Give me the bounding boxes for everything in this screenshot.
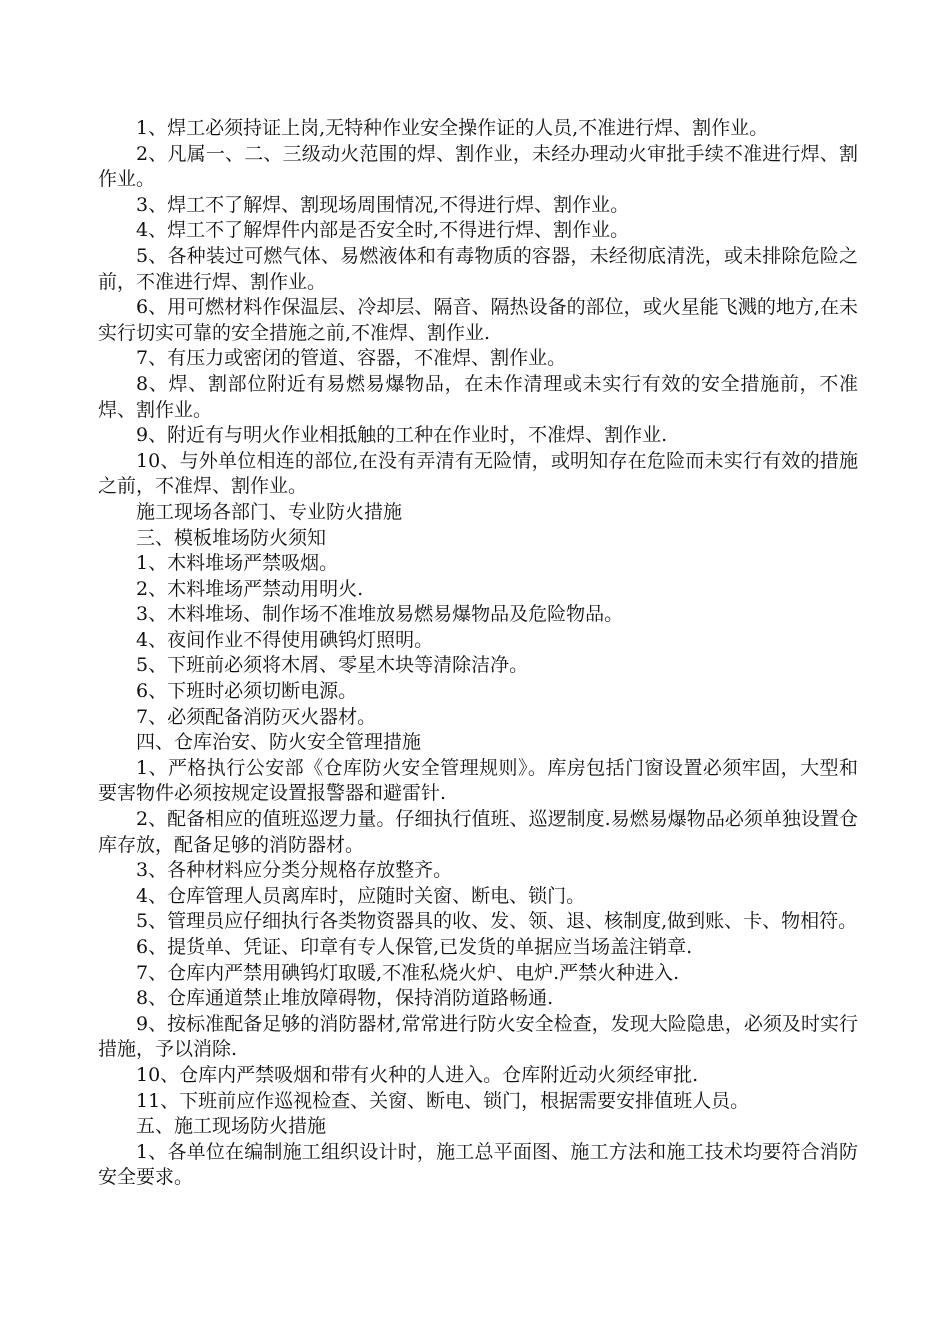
paragraph: 3、焊工不了解焊、割现场周围情况,不得进行焊、割作业。 — [136, 193, 630, 216]
paragraph: 7、仓库内严禁用碘钨灯取暖,不准私烧火炉、电炉.严禁火种进入. — [136, 961, 680, 984]
paragraph: 6、用可燃材料作保温层、冷却层、隔音、隔热设备的部位，或火星能飞溅的地方,在未实行切实可靠的安全措施之前,不准焊、割作业. — [98, 296, 858, 344]
paragraph: 2、木料堆场严禁动用明火. — [136, 577, 364, 600]
paragraph: 8、焊、割部位附近有易燃易爆物品，在未作清理或未实行有效的安全措施前，不准焊、割作业。 — [98, 372, 858, 421]
paragraph: 2、配备相应的值班巡逻力量。仔细执行值班、巡逻制度.易燃易爆物品必须单独设置仓库存放，配备足够的消防器材。 — [98, 808, 858, 856]
paragraph: 2、凡属一、二、三级动火范围的焊、割作业，未经办理动火审批手续不准进行焊、割作业。 — [98, 142, 858, 191]
paragraph: 10、与外单位相连的部位,在没有弄清有无险情，或明知存在危险而未实行有效的措施之前，不准焊、割作业。 — [98, 449, 858, 498]
paragraph: 4、焊工不了解焊件内部是否安全时,不得进行焊、割作业。 — [136, 219, 630, 242]
paragraph: 5、下班前必须将木屑、零星木块等清除洁净。 — [136, 654, 529, 677]
paragraph: 9、按标准配备足够的消防器材,常常进行防火安全检查，发现大险隐患，必须及时实行措施，予以消除. — [98, 1012, 858, 1061]
paragraph: 5、管理员应仔细执行各类物资器具的收、发、领、退、核制度,做到账、卡、物相符。 — [136, 910, 858, 933]
document-body — [98, 116, 858, 1191]
paragraph: 4、夜间作业不得使用碘钨灯照明。 — [136, 628, 434, 651]
paragraph: 10、仓库内严禁吸烟和带有火种的人进入。仓库附近动火须经审批. — [136, 1063, 699, 1086]
paragraph: 3、各种材料应分类分规格存放整齐。 — [136, 859, 453, 882]
paragraph: 6、下班时必须切断电源。 — [136, 680, 358, 703]
paragraph: 8、仓库通道禁止堆放障碍物，保持消防道路畅通. — [136, 987, 554, 1010]
paragraph: 7、有压力或密闭的管道、容器，不准焊、割作业。 — [136, 347, 567, 370]
paragraph: 1、焊工必须持证上岗,无特种作业安全操作证的人员,不准进行焊、割作业。 — [136, 117, 769, 139]
paragraph: 7、必须配备消防灭火器材。 — [136, 705, 377, 728]
section-heading: 三、模板堆场防火须知 — [136, 526, 327, 549]
section-heading: 五、施工现场防火措施 — [136, 1115, 327, 1138]
paragraph: 4、仓库管理人员离库时，应随时关窗、断电、锁门。 — [136, 884, 586, 907]
paragraph: 5、各种装过可燃气体、易燃液体和有毒物质的容器，未经彻底清洗，或未排除危险之前，不准进行焊、割作业。 — [98, 244, 858, 293]
section-heading: 四、仓库治安、防火安全管理措施 — [136, 731, 422, 754]
paragraph: 1、严格执行公安部《仓库防火安全管理规则》。库房包括门窗设置必须牢固，大型和要害物件必须按规定设置报警器和避雷针. — [98, 756, 858, 805]
paragraph: 6、提货单、凭证、印章有专人保管,已发货的单据应当场盖注销章. — [136, 936, 693, 958]
paragraph: 3、木料堆场、制作场不准堆放易燃易爆物品及危险物品。 — [136, 603, 624, 626]
paragraph: 1、木料堆场严禁吸烟。 — [136, 552, 339, 575]
section-heading: 施工现场各部门、专业防火措施 — [136, 500, 403, 523]
paragraph: 1、各单位在编制施工组织设计时，施工总平面图、施工方法和施工技术均要符合消防安全要求。 — [98, 1140, 858, 1189]
paragraph: 11、下班前应作巡视检查、关窗、断电、锁门，根据需要安排值班人员。 — [136, 1089, 750, 1112]
paragraph: 9、附近有与明火作业相抵触的工种在作业时，不准焊、割作业. — [136, 424, 668, 447]
